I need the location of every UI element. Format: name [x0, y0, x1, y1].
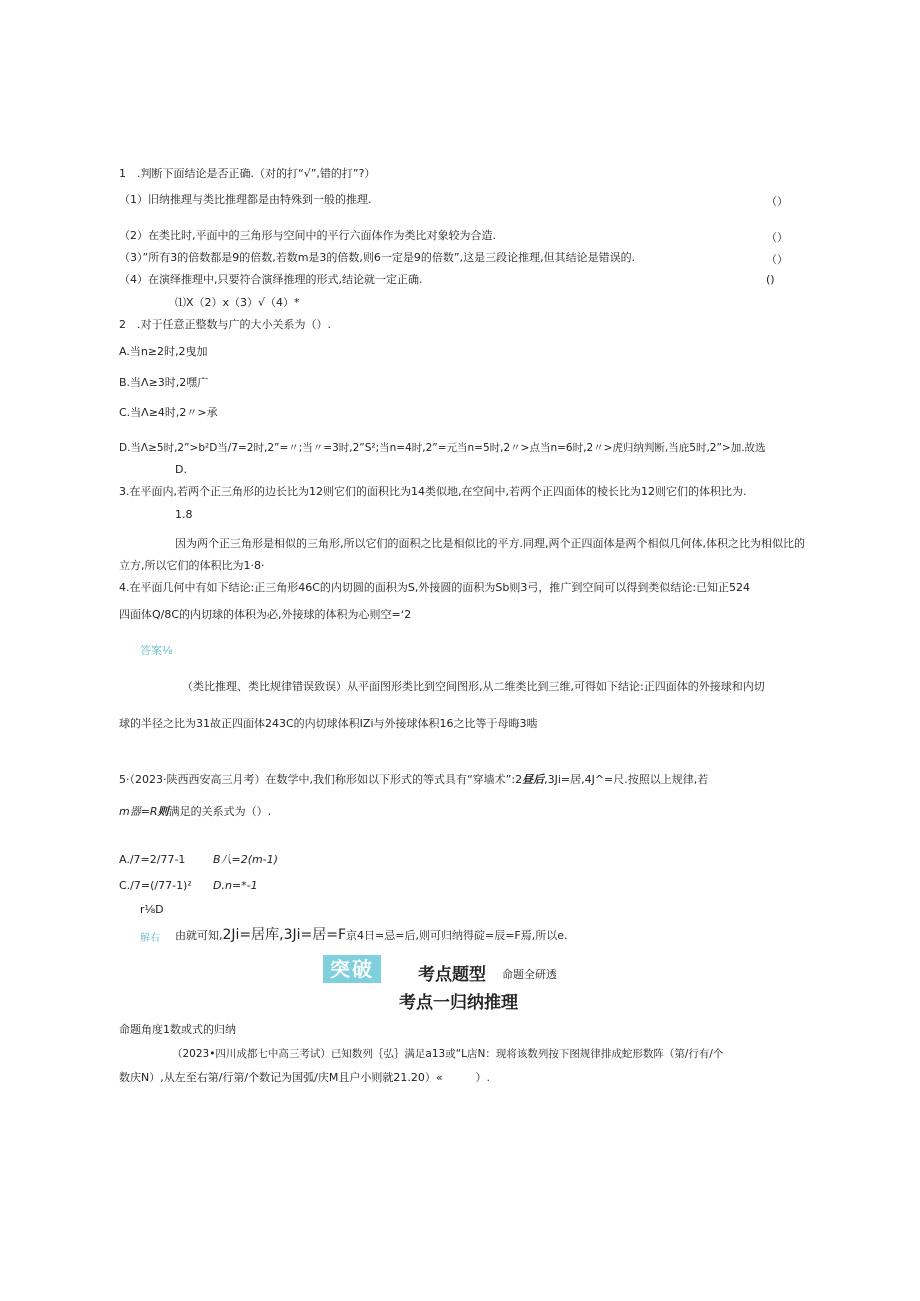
q5-title-start: 5·（2023·陕西西安高三月考）在数学中,我们称形如以下形式的等式具有“穿墙术”:2 [119, 773, 523, 786]
q3-explanation-1: 因为两个正三角形是相似的三角形,所以它们的面积之比是相似比的平方.同理,两个正四面体是两个相似几何体,体积之比为相似比的 [175, 537, 805, 550]
section-heading: 考点一归纳推理 [399, 993, 518, 1013]
q5-title [119, 773, 708, 787]
q5-option-c: C./7=(/77-1)² [119, 879, 192, 892]
q5-line-2-mid: 则 [157, 805, 169, 818]
q3-answer: 1.8 [175, 508, 193, 521]
q4-line-2: 四面体Q/8C的内切球的体积为必,外接球的体积为心则空=ʻ2 [119, 608, 412, 621]
q1-title: 1 .判断下面结论是否正确.（对的打“√”,错的打”?） [119, 167, 376, 180]
q1-answer: ⑴X（2）x（3）√（4）* [175, 296, 300, 309]
breakthrough-badge: 突破 [323, 955, 381, 983]
q3-title: 3.在平面内,若两个正三角形的边长比为12则它们的面积比为14类似地,在空间中,若两个正四面体的棱长比为12则它们的体积比为. [119, 485, 747, 498]
q2-option-d-cont: D. [175, 463, 187, 476]
q2-title: 2 .对于任意正整数与广的大小关系为（）. [119, 318, 331, 331]
q5-line-2 [119, 805, 271, 819]
q1-item-1: （1）旧纳推理与类比推理都是由特殊到一般的推理. [119, 193, 372, 206]
angle-title: 命题角度1数或式的归纳 [119, 1023, 236, 1036]
q5-option-b: B八=2(m-1) [213, 853, 279, 866]
q1-item-3-bracket: （） [766, 253, 788, 266]
q5-explanation-big: 2Ji=居库,3Ji=居=F [222, 927, 347, 943]
banner-title: 考点题型 [418, 965, 486, 985]
q2-option-a: A.当n≥2时,2曳加 [119, 345, 208, 358]
q5-option-a: A./7=2/77-1 [119, 853, 186, 866]
q3-explanation-2: 立方,所以它们的体积比为1·8· [119, 559, 265, 572]
q5-option-d: D.n=*-1 [213, 879, 258, 892]
q1-item-4-bracket: () [766, 273, 775, 286]
q5-answer: r⅛D [140, 903, 164, 916]
q5-explanation [175, 928, 568, 943]
q5-explanation-label: 解右 [140, 933, 160, 944]
q4-title: 4.在平面几何中有如下结论:正三角形46C的内切圆的面积为S,外接圆的面积为Sb则3弓，推广到空间可以得到类似结论:已知正524 [119, 581, 751, 594]
q1-item-1-bracket: （） [766, 195, 788, 208]
q4-explanation-2: 球的半径之比为31故正四面体243C的内切球体积IZi与外接球体积16之比等于母晦3啮 [119, 717, 538, 730]
q4-explanation-1: （类比推理、类比规律错误致误）从平面图形类比到空间图形,从二维类比到三维,可得如下结论:正四面体的外接球和内切 [182, 680, 765, 693]
q5-explanation-end: 京4日=忌=后,则可归纳得碇=辰=F焉,所以e. [346, 929, 568, 942]
q2-option-c: C.当Λ≥4时,2〃>承 [119, 406, 218, 419]
q5-line-2-end: 满足的关系式为（）. [168, 805, 272, 818]
q2-option-b: B.当Λ≥3时,2嘿广 [119, 376, 209, 389]
angle-line-2: 数庆N）,从左至右第/行第/个数记为国弧/庆M且户小则就21.20）« ）. [119, 1071, 491, 1084]
q5-explanation-start: 由就可知, [175, 929, 223, 942]
q1-item-2: （2）在类比时,平面中的三角形与空间中的平行六面体作为类比对象较为合造. [119, 229, 496, 242]
q1-item-3: （3）”所有3的倍数都是9的倍数,若数m是3的倍数,则6一定是9的倍数”,这是三段论推理,但其结论是错误的. [119, 251, 636, 264]
q2-option-d: D.当Λ≥5时,2”>b²D当/7=2时,2”=〃;当〃=3时,2”S²;当n=4时,2”=元当n=5时,2〃>点当n=6时,2〃>虎归纳判断,当庇5时,2”>加.故选 [119, 442, 766, 454]
banner-subtitle: 命题全研透 [502, 968, 557, 981]
q4-answer-label: 答案⅛ [140, 644, 173, 657]
angle-line-1: （2023•四川成都七中高三考试）已知数列｛弘｝满足a13或“L店N：现将该数列按下图规律排成蛇形数阵（第/行有/个 [172, 1048, 724, 1060]
q5-title-end: ,3Ji=居,4J^=尺.按照以上规律,若 [544, 773, 709, 786]
q1-item-4: （4）在演绎推理中,只要符合演绎推理的形式,结论就一定正确. [119, 273, 423, 286]
q5-line-2-pre: m器=R [119, 805, 158, 818]
q1-item-2-bracket: （） [766, 231, 788, 244]
q5-title-mid: 昼后 [522, 773, 545, 786]
